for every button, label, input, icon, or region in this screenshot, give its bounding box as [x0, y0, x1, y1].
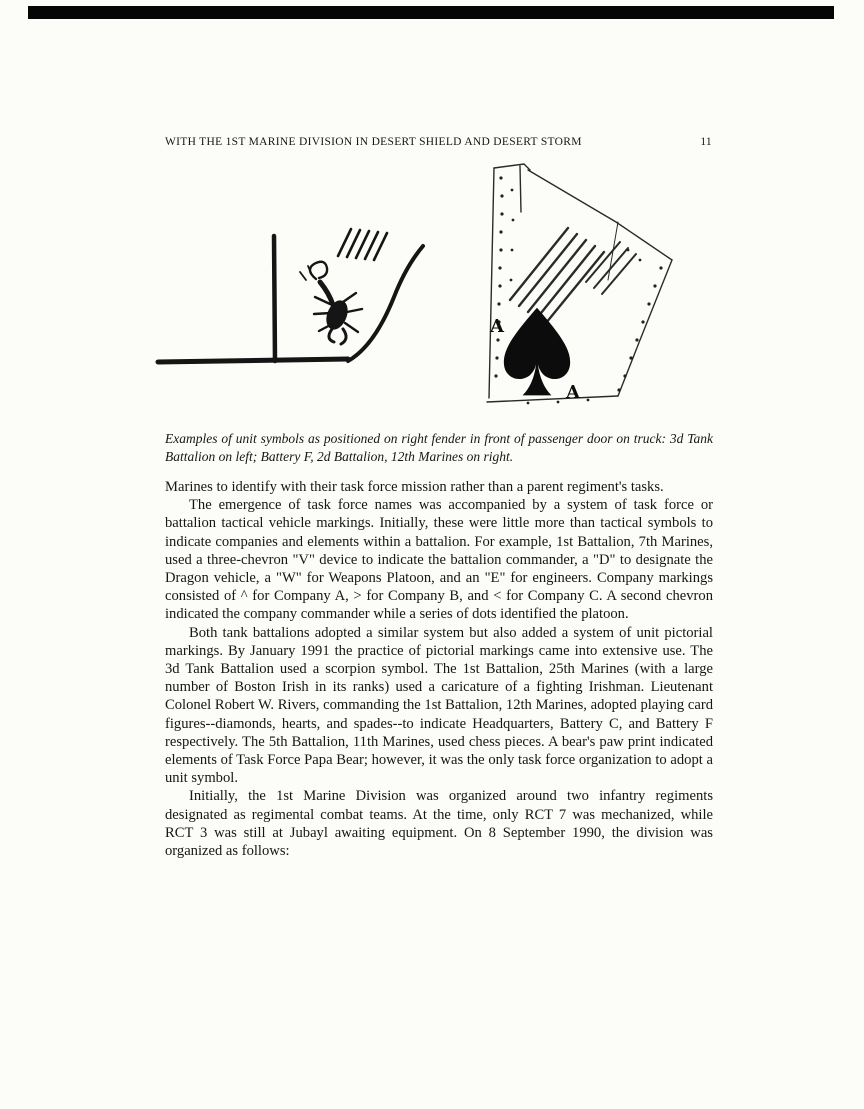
spade-letter-bottom: A [566, 382, 580, 403]
hatch-lines-large [510, 228, 604, 323]
paragraph-4: Initially, the 1st Marine Division was organized around two infantry regiments designated as regimental combat teams. At the time, only RCT 7 was mechanized, while RCT 3 was still at Jubayl awaiting equipment. On 8 September 1990, the division was organized as follows: [165, 788, 713, 860]
paragraph-2: The emergence of task force names was accompanied by a system of task force or battalion tactical vehicle markings. Initially, these were little more than tactical symbols to indicate companies and elements within a battalion. For example, 1st Battalion, 7th Marines, used a three-chevron "V" device to indicate the battalion commander, a "D" to designate the Dragon vehicle, a "W" for Weapons Platoon, and an "E" for engineers. Company markings consisted of ^ for Company A, > for Company B, and < for Company C. A second chevron indicated the company commander while a series of dots identified the platoon. [165, 497, 713, 623]
left-figure [150, 222, 440, 372]
running-header-title: WITH THE 1ST MARINE DIVISION IN DESERT SHIELD AND DESERT STORM [165, 136, 582, 148]
wheel-well-curve [348, 246, 423, 361]
hash-marks [338, 229, 387, 260]
running-header [165, 136, 712, 148]
door-edge-line [274, 236, 275, 361]
scorpion-icon [300, 262, 362, 344]
fender-photo-drawing [468, 160, 683, 425]
scan-edge-artifact [28, 6, 834, 19]
fender-line-drawing [150, 222, 440, 372]
figure-row [0, 160, 864, 428]
right-figure [468, 160, 683, 425]
fender-bottom-edge [158, 359, 348, 362]
figure-caption: Examples of unit symbols as positioned on right fender in front of passenger door on truck: 3d Tank Battalion on left; Battery F, 2d Battalion, 12th Marines on right. [165, 431, 713, 464]
body-text [165, 478, 713, 860]
page-number: 11 [700, 136, 712, 148]
spade-letter-top: A [490, 316, 504, 337]
spade-icon [504, 308, 570, 396]
paragraph-3: Both tank battalions adopted a similar system but also added a system of unit pictorial markings. By January 1991 the practice of pictorial markings came into extensive use. The 3d Tank Battalion used a scorpion symbol. The 1st Battalion, 25th Marines (with a large number of Boston Irish in its ranks) used a caricature of a fighting Irishman. Lieutenant Colonel Robert W. Rivers, commanding the 1st Battalion, 12th Marines, adopted playing card figures--diamonds, hearts, and spades--to indicate Headquarters, Battery C, and Battery F respectively. The 5th Battalion, 11th Marines, used chess pieces. A bear's paw print indicated elements of Task Force Papa Bear; however, it was the only task force organization to adopt a unit symbol. [165, 624, 713, 787]
paragraph-1: Marines to identify with their task force mission rather than a parent regiment's tasks. [165, 479, 664, 495]
